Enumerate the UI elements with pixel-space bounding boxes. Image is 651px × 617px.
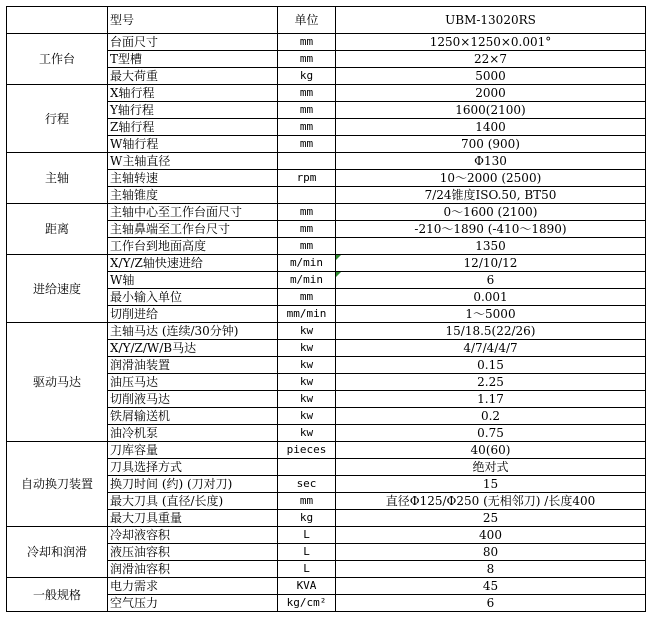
spec-unit (278, 408, 336, 425)
spec-unit (278, 85, 336, 102)
spec-unit (278, 68, 336, 85)
spec-unit-text: kw (299, 324, 314, 337)
spec-unit (278, 221, 336, 238)
spec-value: 8 (336, 561, 646, 578)
spec-unit-text: sec (296, 477, 317, 490)
spec-unit-text: mm (299, 239, 314, 252)
spec-value: 22×7 (336, 51, 646, 68)
spec-item: 换刀时间 (约) (刀对刀) (108, 476, 278, 493)
spec-unit-text: kw (299, 341, 314, 354)
spec-item: 油冷机泵 (108, 425, 278, 442)
spec-item: T型槽 (108, 51, 278, 68)
spec-item: X轴行程 (108, 85, 278, 102)
spec-unit (278, 306, 336, 323)
spec-value: 4/7/4/4/7 (336, 340, 646, 357)
group-label: 冷却和润滑 (7, 527, 108, 578)
spec-item: X/Y/Z/W/B马达 (108, 340, 278, 357)
spec-item: 油压马达 (108, 374, 278, 391)
table-row (7, 255, 646, 272)
spec-unit (278, 595, 336, 612)
spec-unit (278, 425, 336, 442)
group-label: 距离 (7, 204, 108, 255)
spec-item: 电力需求 (108, 578, 278, 595)
spec-value: 12/10/12 (336, 255, 646, 272)
spec-unit (278, 510, 336, 527)
spec-item: 主轴鼻端至工作台尺寸 (108, 221, 278, 238)
spec-value: 绝对式 (336, 459, 646, 476)
spec-value: 7/24锥度ISO.50, BT50 (336, 187, 646, 204)
spec-value: 0.75 (336, 425, 646, 442)
spec-item: 最大刀具 (直径/长度) (108, 493, 278, 510)
spec-value: 700 (900) (336, 136, 646, 153)
spec-unit-text: mm (299, 290, 314, 303)
group-label: 自动换刀装置 (7, 442, 108, 527)
table-row (7, 85, 646, 102)
spec-unit (278, 374, 336, 391)
spec-unit (278, 357, 336, 374)
spec-item: 台面尺寸 (108, 34, 278, 51)
spec-item: Y轴行程 (108, 102, 278, 119)
spec-unit-text: mm (299, 494, 314, 507)
table-row (7, 578, 646, 595)
spec-unit-text: mm (299, 205, 314, 218)
spec-unit (278, 136, 336, 153)
spec-unit (278, 119, 336, 136)
spec-unit-text: L (303, 545, 310, 558)
spec-unit (278, 578, 336, 595)
spec-unit (278, 153, 336, 170)
spec-unit (278, 442, 336, 459)
spec-item: 冷却液容积 (108, 527, 278, 544)
spec-unit (278, 476, 336, 493)
spec-value: 1～5000 (336, 306, 646, 323)
comment-marker-icon (336, 272, 341, 277)
spec-item: 主轴转速 (108, 170, 278, 187)
model-label-cell: 型号 (108, 7, 278, 34)
spec-unit (278, 544, 336, 561)
spec-value: 10～2000 (2500) (336, 170, 646, 187)
spec-item: 润滑油容积 (108, 561, 278, 578)
spec-item: 最大刀具重量 (108, 510, 278, 527)
spec-item: W轴 (108, 272, 278, 289)
spec-unit-text: mm/min (286, 307, 327, 320)
spec-table (6, 6, 646, 612)
spec-value: 1.17 (336, 391, 646, 408)
spec-unit-text: kg/cm² (286, 596, 327, 609)
spec-unit (278, 34, 336, 51)
spec-item: 主轴马达 (连续/30分钟) (108, 323, 278, 340)
spec-item: 切削液马达 (108, 391, 278, 408)
header-corner-cell (7, 7, 108, 34)
spec-unit (278, 272, 336, 289)
spec-value: 1350 (336, 238, 646, 255)
spec-unit-text: mm (299, 120, 314, 133)
spec-item: 主轴锥度 (108, 187, 278, 204)
spec-item: 刀具选择方式 (108, 459, 278, 476)
group-label: 工作台 (7, 34, 108, 85)
table-row (7, 34, 646, 51)
spec-value: 0.2 (336, 408, 646, 425)
spec-unit (278, 204, 336, 221)
spec-unit-text: L (303, 528, 310, 541)
spec-value: 6 (336, 595, 646, 612)
group-label: 一般规格 (7, 578, 108, 612)
spec-value: 45 (336, 578, 646, 595)
spec-unit-text: kg (299, 511, 314, 524)
spec-unit-text: L (303, 562, 310, 575)
spec-unit (278, 459, 336, 476)
spec-value: 25 (336, 510, 646, 527)
spec-value: 40(60) (336, 442, 646, 459)
spec-unit-text: m/min (289, 273, 324, 286)
spec-unit (278, 51, 336, 68)
group-label: 驱动马达 (7, 323, 108, 442)
spec-unit (278, 340, 336, 357)
table-row (7, 442, 646, 459)
spec-unit-text: mm (299, 137, 314, 150)
spec-item: 主轴中心至工作台面尺寸 (108, 204, 278, 221)
spec-value: 400 (336, 527, 646, 544)
spec-unit-text: m/min (289, 256, 324, 269)
spec-unit-text: kw (299, 358, 314, 371)
spec-item: 空气压力 (108, 595, 278, 612)
spec-value: 15/18.5(22/26) (336, 323, 646, 340)
spec-item: 最大荷重 (108, 68, 278, 85)
header-row (7, 7, 646, 34)
spec-unit-text: mm (299, 86, 314, 99)
spec-unit-text: KVA (296, 579, 317, 592)
spec-unit (278, 527, 336, 544)
spec-value: 5000 (336, 68, 646, 85)
spec-unit-text: kg (299, 69, 314, 82)
spec-value: 2000 (336, 85, 646, 102)
spec-unit-text: rpm (296, 171, 317, 184)
group-label: 进给速度 (7, 255, 108, 323)
table-row (7, 153, 646, 170)
model-value-cell: UBM-13020RS (336, 7, 646, 34)
spec-value: 0.15 (336, 357, 646, 374)
spec-value: 2.25 (336, 374, 646, 391)
spec-value: -210～1890 (-410～1890) (336, 221, 646, 238)
table-row (7, 323, 646, 340)
table-row (7, 527, 646, 544)
spec-unit (278, 289, 336, 306)
spec-item: W轴行程 (108, 136, 278, 153)
spec-value: 直径Φ125/Φ250 (无相邻刀) /长度400 (336, 493, 646, 510)
spec-value: 1600(2100) (336, 102, 646, 119)
spec-unit (278, 561, 336, 578)
spec-item: 润滑油装置 (108, 357, 278, 374)
spec-item: Z轴行程 (108, 119, 278, 136)
spec-item: 切削进给 (108, 306, 278, 323)
spec-unit-text: kw (299, 375, 314, 388)
spec-unit-text: kw (299, 409, 314, 422)
spec-value: 80 (336, 544, 646, 561)
spec-unit (278, 493, 336, 510)
spec-value: Φ130 (336, 153, 646, 170)
unit-label-cell: 单位 (278, 7, 336, 34)
group-label: 主轴 (7, 153, 108, 204)
spec-unit (278, 255, 336, 272)
spec-value: 15 (336, 476, 646, 493)
spec-unit-text: mm (299, 222, 314, 235)
spec-value: 1400 (336, 119, 646, 136)
spec-item: 最小输入单位 (108, 289, 278, 306)
spec-unit-text: kw (299, 392, 314, 405)
comment-marker-icon (336, 255, 341, 260)
spec-unit (278, 102, 336, 119)
spec-unit (278, 170, 336, 187)
spec-item: W主轴直径 (108, 153, 278, 170)
spec-unit (278, 187, 336, 204)
spec-item: X/Y/Z轴快速进给 (108, 255, 278, 272)
spec-value: 1250×1250×0.001° (336, 34, 646, 51)
spec-item: 工作台到地面高度 (108, 238, 278, 255)
spec-unit-text: mm (299, 35, 314, 48)
spec-unit-text: mm (299, 103, 314, 116)
table-row (7, 204, 646, 221)
spec-unit-text: kw (299, 426, 314, 439)
spec-unit-text: pieces (286, 443, 327, 456)
spec-item: 液压油容积 (108, 544, 278, 561)
spec-value: 0.001 (336, 289, 646, 306)
spec-value: 0～1600 (2100) (336, 204, 646, 221)
spec-item: 刀库容量 (108, 442, 278, 459)
spec-item: 铁屑输送机 (108, 408, 278, 425)
spec-unit-text: mm (299, 52, 314, 65)
spec-unit (278, 238, 336, 255)
spec-unit (278, 323, 336, 340)
group-label: 行程 (7, 85, 108, 153)
spec-unit (278, 391, 336, 408)
spec-value: 6 (336, 272, 646, 289)
